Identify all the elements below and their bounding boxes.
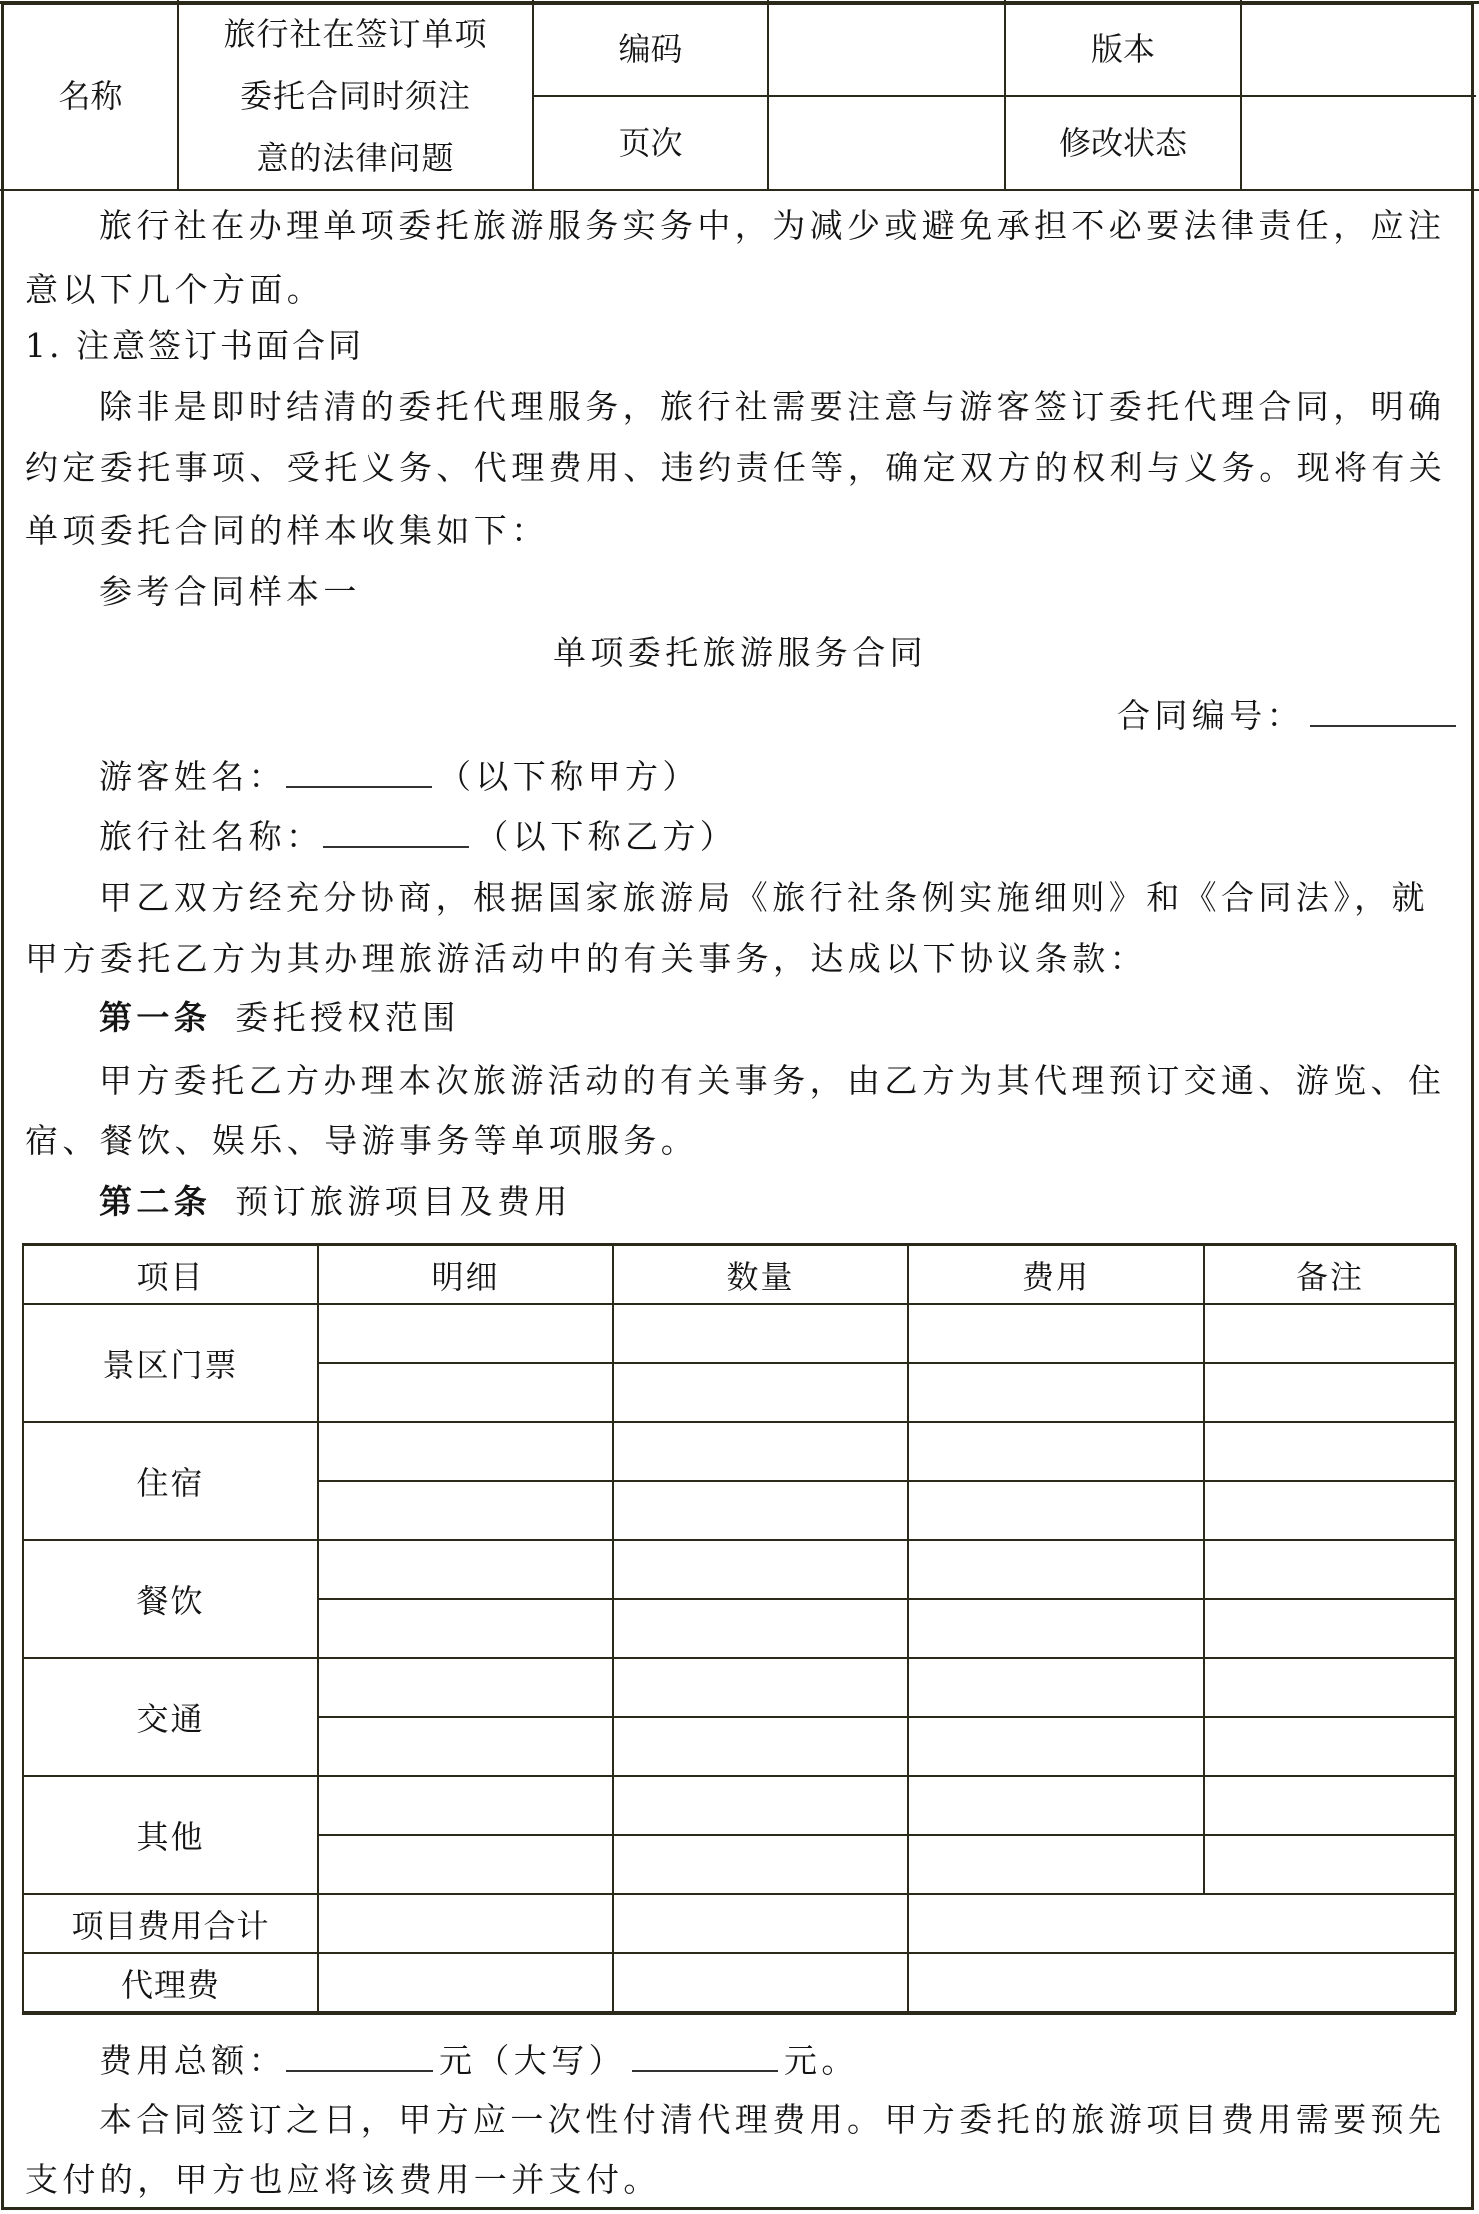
total-end: 元。 [784, 2041, 859, 2080]
table-cell[interactable] [613, 1363, 908, 1422]
table-cell[interactable] [1204, 1776, 1456, 1835]
table-cell[interactable] [1204, 1717, 1456, 1776]
document-title [179, 3, 532, 189]
contract-title: 单项委托旅游服务合同 [553, 633, 927, 672]
table-left-border [22, 1245, 24, 2012]
table-column-header: 项目 [136, 1257, 205, 1296]
document-header-table [0, 0, 1479, 192]
table-cell[interactable] [613, 1658, 908, 1717]
table-cell[interactable] [908, 1422, 1204, 1481]
article-2-number: 第二条 [99, 1182, 212, 1221]
revision-value[interactable] [1242, 97, 1475, 189]
code-value[interactable] [769, 3, 1004, 95]
table-column-header: 明细 [431, 1257, 500, 1296]
table-cell[interactable] [318, 1363, 613, 1422]
total-uppercase-field[interactable] [632, 2040, 778, 2072]
table-cell[interactable] [318, 1658, 613, 1717]
version-label: 版本 [1090, 30, 1155, 68]
table-cell[interactable] [613, 1776, 908, 1835]
article-1-line: 甲方委托乙方办理本次旅游活动的有关事务，由乙方为其代理预订交通、游览、住 [99, 1061, 1446, 1100]
table-cell[interactable] [1204, 1835, 1456, 1894]
article-2-heading [99, 1182, 572, 1222]
agency-name-suffix: （以下称乙方） [475, 817, 738, 856]
payment-line: 支付的，甲方也应将该费用一并支付。 [25, 2160, 661, 2199]
table-cell[interactable] [613, 1835, 908, 1894]
table-column-divider [1203, 1245, 1205, 1894]
table-cell[interactable] [1204, 1540, 1456, 1599]
table-row-divider [318, 1834, 1456, 1836]
name-label: 名称 [58, 77, 123, 115]
contract-number-field[interactable] [1310, 695, 1456, 727]
summary-cell[interactable] [613, 1953, 908, 2012]
table-cell[interactable] [908, 1540, 1204, 1599]
table-cell[interactable] [318, 1481, 613, 1540]
article-1-heading [99, 998, 460, 1038]
table-cell[interactable] [908, 1599, 1204, 1658]
preamble-line: 甲方委托乙方为其办理旅游活动中的有关事务，达成以下协议条款： [25, 939, 1147, 978]
header-bottom-border [0, 189, 1479, 191]
table-cell[interactable] [613, 1540, 908, 1599]
intro-line: 意以下几个方面。 [25, 270, 325, 309]
table-row-divider [318, 1480, 1456, 1482]
table-cell[interactable] [613, 1599, 908, 1658]
total-unit: 元（大写） [439, 2041, 626, 2080]
tourist-name-suffix: （以下称甲方） [438, 757, 700, 796]
table-cell[interactable] [1204, 1658, 1456, 1717]
table-column-divider [907, 1245, 909, 2012]
article-1-title: 委托授权范围 [235, 998, 460, 1037]
revision-label: 修改状态 [1058, 124, 1187, 162]
section-heading: 1. 注意签订书面合同 [25, 326, 364, 365]
table-row-label: 住宿 [136, 1464, 205, 1502]
table-row-divider [318, 1598, 1456, 1600]
table-column-header: 费用 [1021, 1257, 1090, 1296]
summary-cell[interactable] [613, 1894, 908, 1953]
table-cell[interactable] [318, 1304, 613, 1363]
table-header-divider [22, 1303, 1456, 1305]
tourist-name-line [99, 756, 700, 796]
table-cell[interactable] [908, 1776, 1204, 1835]
table-cell[interactable] [908, 1658, 1204, 1717]
section-paragraph-line: 约定委托事项、受托义务、代理费用、违约责任等，确定双方的权利与义务。现将有关 [25, 448, 1447, 487]
table-cell[interactable] [613, 1304, 908, 1363]
table-cell[interactable] [908, 1717, 1204, 1776]
table-cell[interactable] [1204, 1422, 1456, 1481]
table-cell[interactable] [318, 1776, 613, 1835]
table-cell[interactable] [318, 1599, 613, 1658]
section-paragraph-line: 除非是即时结清的委托代理服务，旅行社需要注意与游客签订委托代理合同，明确 [99, 387, 1446, 426]
table-cell[interactable] [908, 1481, 1204, 1540]
summary-cell[interactable] [318, 1953, 613, 2012]
article-1-line: 宿、餐饮、娱乐、导游事务等单项服务。 [25, 1121, 699, 1160]
page-label: 页次 [618, 124, 683, 162]
summary-row-label: 代理费 [120, 1965, 220, 2004]
intro-line: 旅行社在办理单项委托旅游服务实务中，为减少或避免承担不必要法律责任，应注 [99, 206, 1446, 245]
table-cell[interactable] [613, 1717, 908, 1776]
table-row-divider [318, 1716, 1456, 1718]
section-paragraph-line: 单项委托合同的样本收集如下： [25, 511, 549, 550]
agency-name-line [99, 816, 737, 856]
agency-name-field[interactable] [323, 816, 469, 848]
table-group-divider [23, 1539, 1456, 1541]
table-cell[interactable] [1204, 1304, 1456, 1363]
table-cell[interactable] [908, 1304, 1204, 1363]
table-column-header: 备注 [1295, 1257, 1364, 1296]
table-row-label: 景区门票 [102, 1346, 239, 1384]
table-bottom-border [22, 2011, 1456, 2015]
table-column-divider [612, 1245, 614, 2012]
code-label: 编码 [618, 30, 683, 68]
summary-cell[interactable] [318, 1894, 613, 1953]
table-cell[interactable] [318, 1717, 613, 1776]
table-group-divider [23, 1421, 1456, 1423]
version-value[interactable] [1242, 3, 1475, 95]
contract-number [1117, 695, 1462, 735]
tourist-name-field[interactable] [286, 756, 432, 788]
total-amount-field[interactable] [286, 2040, 433, 2072]
table-cell[interactable] [908, 1835, 1204, 1894]
document-title-line: 委托合同时须注 [239, 77, 471, 115]
sample-label: 参考合同样本一 [99, 572, 361, 611]
tourist-name-label: 游客姓名： [99, 757, 286, 796]
table-row-label: 其他 [136, 1818, 205, 1856]
total-amount-line [99, 2040, 859, 2080]
table-cell[interactable] [613, 1481, 908, 1540]
table-cell[interactable] [318, 1835, 613, 1894]
table-group-divider [23, 1775, 1456, 1777]
payment-line: 本合同签订之日，甲方应一次性付清代理费用。甲方委托的旅游项目费用需要预先 [99, 2100, 1446, 2139]
table-cell[interactable] [318, 1540, 613, 1599]
table-cell[interactable] [1204, 1599, 1456, 1658]
table-column-divider [317, 1245, 319, 2012]
preamble-line: 甲乙双方经充分协商，根据国家旅游局《旅行社条例实施细则》和《合同法》，就 [99, 878, 1429, 917]
document-title-line: 旅行社在签订单项 [223, 15, 488, 53]
table-column-header: 数量 [726, 1257, 795, 1296]
agency-name-label: 旅行社名称： [99, 817, 324, 856]
table-cell[interactable] [613, 1422, 908, 1481]
article-2-title: 预订旅游项目及费用 [235, 1182, 572, 1221]
table-top-border [22, 1243, 1456, 1246]
table-cell[interactable] [1204, 1481, 1456, 1540]
table-row-divider [318, 1362, 1456, 1364]
document-title-line: 意的法律问题 [256, 139, 455, 177]
total-label: 费用总额： [99, 2041, 286, 2080]
table-cell[interactable] [908, 1363, 1204, 1422]
summary-cell[interactable] [908, 1953, 1456, 2012]
summary-row-label: 项目费用合计 [71, 1906, 270, 1945]
table-group-divider [23, 1657, 1456, 1659]
table-right-border [1454, 1245, 1457, 2012]
page-value[interactable] [769, 97, 1004, 189]
table-row-label: 餐饮 [136, 1582, 205, 1620]
table-row-label: 交通 [136, 1700, 205, 1738]
contract-number-label: 合同编号： [1117, 696, 1304, 735]
table-cell[interactable] [318, 1422, 613, 1481]
article-1-number: 第一条 [99, 998, 212, 1037]
summary-cell[interactable] [908, 1894, 1456, 1953]
table-cell[interactable] [1204, 1363, 1456, 1422]
